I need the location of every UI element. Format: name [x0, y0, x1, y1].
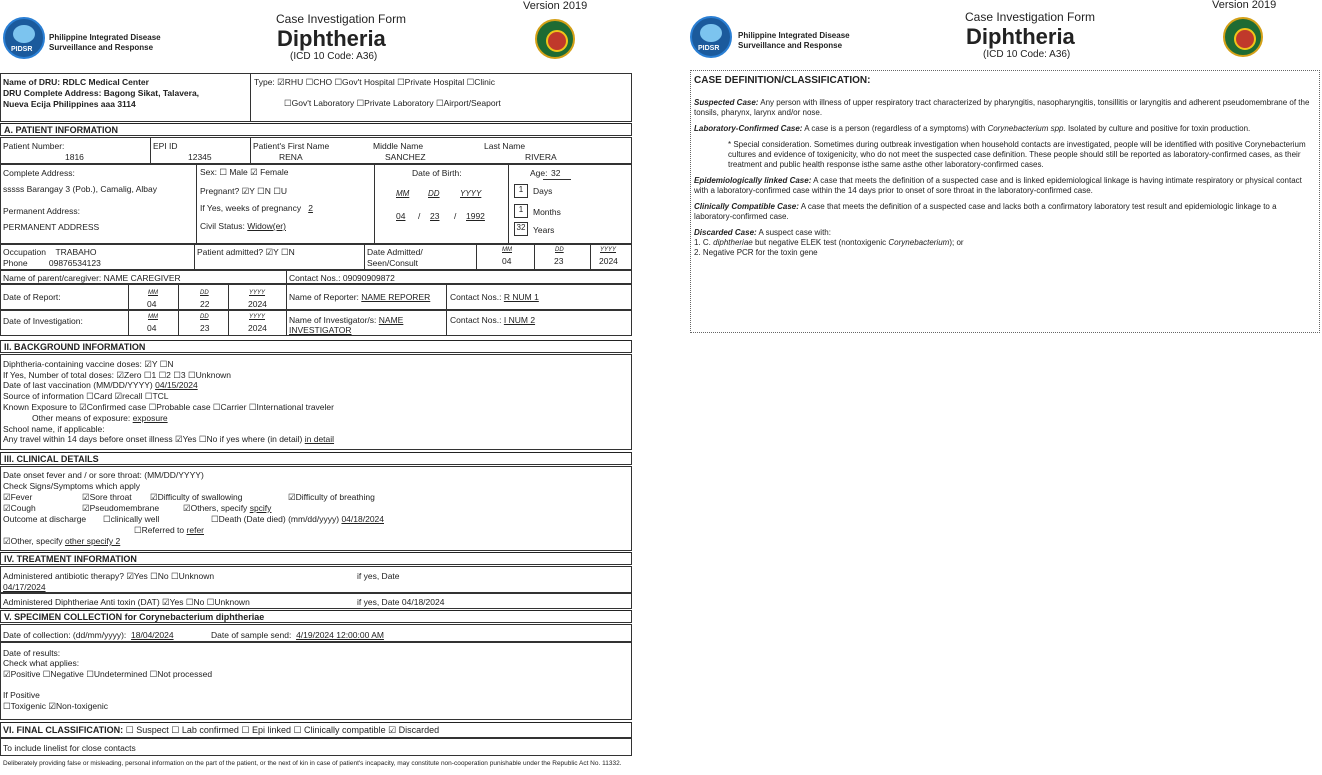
adm-mm: 04: [502, 256, 512, 266]
case-definition-title: CASE DEFINITION/CLASSIFICATION:: [694, 75, 871, 86]
address: sssss Barangay 3 (Pob.), Camalig, Albay: [3, 184, 158, 194]
case-definition-box: [690, 70, 1320, 333]
adm-yyyy-label: YYYY: [600, 247, 617, 253]
logo-text: PIDSR: [11, 46, 33, 53]
sex-field: Sex: ☐ Male ☑ Female: [200, 167, 289, 177]
age-months-box: 1: [514, 204, 528, 218]
travel: Any travel within 14 days before onset illness ☑Yes ☐No if yes where (in detail) in detail: [3, 434, 335, 444]
report-label: Date of Report:: [3, 292, 61, 302]
perm-address-label: Permanent Address:: [3, 206, 81, 216]
org-name-right-line1: Philippine Integrated Disease: [738, 31, 850, 40]
info-source: Source of information ☐Card ☑recall ☐TCL: [3, 391, 169, 401]
inv-mm-label: MM: [148, 314, 158, 320]
epi-linked-case: Epidemiologically linked Case: A case that meets the definition of a suspected case and is linked epidemiological linkage is having intimate respiratory or physical contact with a laboratory-confirmed case within the 14 days prior to onset of sore throat in the laboratory-confirmed case.: [694, 175, 1302, 195]
dru-address: DRU Complete Address: Bagong Sikat, Talavera,: [3, 88, 200, 98]
section-background: II. BACKGROUND INFORMATION: [0, 340, 632, 353]
investigation-label: Date of Investigation:: [3, 316, 83, 326]
inv-yyyy: 2024: [248, 323, 267, 333]
org-name-right-line2: Surveillance and Response: [738, 41, 843, 50]
dru-type-row1: Type: ☑RHU ☐CHO ☐Gov't Hospital ☐Private Hospital ☐Clinic: [254, 77, 495, 87]
section-patient-info: A. PATIENT INFORMATION: [0, 123, 632, 136]
symptom-swallowing: ☑Difficulty of swallowing: [150, 492, 243, 502]
age-years-label: Years: [533, 225, 555, 235]
disease-title: Diphtheria: [277, 26, 386, 51]
linelist-note: To include linelist for close contacts: [3, 743, 136, 753]
reporter-contact: Contact Nos.: R NUM 1: [450, 292, 539, 302]
admitted-field: Patient admitted? ☑Y ☐N: [197, 247, 295, 257]
discarded-case: Discarded Case: A suspect case with:: [694, 227, 831, 237]
disease-title-right: Diphtheria: [966, 24, 1075, 49]
perm-address: PERMANENT ADDRESS: [3, 222, 100, 232]
adm-dd-label: DD: [555, 247, 564, 253]
last-name: RIVERA: [525, 152, 557, 162]
dob-yyyy-label: YYYY: [460, 189, 482, 198]
weeks-pregnancy: If Yes, weeks of pregnancy 2: [200, 203, 313, 213]
inv-yyyy-label: YYYY: [249, 314, 266, 320]
address-label: Complete Address:: [3, 168, 75, 178]
inv-dd-label: DD: [200, 314, 209, 320]
symptom-sore-throat: ☑Sore throat: [82, 492, 132, 502]
toxigenic-options: ☐Toxigenic ☑Non-toxigenic: [3, 701, 109, 711]
age-days-box: 1: [514, 184, 528, 198]
inv-mm: 04: [147, 323, 157, 333]
civil-status: Civil Status: Widow(er): [200, 221, 286, 231]
pidsr-logo-right: [690, 16, 732, 58]
patient-number: 1816: [65, 152, 84, 162]
age-years-box: 32: [514, 222, 528, 236]
last-vaccination: Date of last vaccination (MM/DD/YYYY) 04/15/2024: [3, 380, 198, 390]
dob-dd-label: DD: [428, 189, 440, 198]
icd-code-right: (ICD 10 Code: A36): [983, 49, 1071, 60]
vaccine-doses: Diphtheria-containing vaccine doses: ☑Y ☐N: [3, 359, 174, 369]
phone: Phone 09876534123: [3, 258, 101, 268]
outcome-other: ☑Other, specify other specify 2: [3, 536, 121, 546]
check-applies: Check what applies:: [3, 658, 80, 668]
date-admitted-label2: Seen/Consult: [367, 258, 419, 268]
adm-yyyy: 2024: [599, 256, 618, 266]
rep-yyyy: 2024: [248, 299, 267, 309]
doh-seal: [535, 19, 575, 59]
doh-seal-right: [1223, 17, 1263, 57]
version-label: Version 2019: [523, 0, 588, 12]
dob-mm-label: MM: [396, 189, 410, 198]
age-months-label: Months: [533, 207, 561, 217]
collection-date: Date of collection: (dd/mm/yyyy): 18/04/2024: [3, 630, 174, 640]
adm-mm-label: MM: [502, 247, 512, 253]
antibiotic-field: Administered antibiotic therapy? ☑Yes ☐No ☐Unknown: [3, 571, 215, 581]
disclaimer: Deliberately providing false or misleading, personal information on the part of the patient, or the next of kin in case of patient's incapacity, may constitute non-cooperation punishable under the Republic Act No. 11332.: [3, 760, 622, 767]
symptom-breathing: ☑Difficulty of breathing: [288, 492, 375, 502]
discarded-criterion-1: 1. C. diphtheriae but negative ELEK test (nontoxigenic Corynebacterium); or: [694, 237, 964, 247]
date-admitted-label: Date Admitted/: [367, 247, 423, 257]
first-name: RENA: [279, 152, 303, 162]
dob-mm: 04: [396, 211, 406, 221]
age-days-label: Days: [533, 186, 553, 196]
dob-yyyy: 1992: [466, 211, 485, 221]
version-label-right: Version 2019: [1212, 0, 1277, 11]
epi-id: 12345: [188, 152, 212, 162]
onset-date: Date onset fever and / or sore throat: (MM/DD/YYYY): [3, 470, 204, 480]
parent-contact: Contact Nos.: 09090909872: [289, 273, 395, 283]
outcome-death: ☐Death (Date died) (mm/dd/yyyy) 04/18/2024: [211, 514, 384, 524]
lab-confirmed-case: Laboratory-Confirmed Case: A case is a person (regardless of a symptoms) with Corynebacterium spp. Isolated by culture and positive for toxin production.: [694, 123, 1251, 133]
first-name-label: Patient's First Name: [253, 141, 330, 151]
investigator-line2: INVESTIGATOR: [289, 325, 352, 335]
dob-sep1: /: [418, 211, 421, 221]
symptom-others: ☑Others, specify spcify: [183, 503, 272, 513]
dob-label: Date of Birth:: [412, 168, 462, 178]
org-name-line1: Philippine Integrated Disease: [49, 33, 161, 42]
symptom-pseudomembrane: ☑Pseudomembrane: [82, 503, 160, 513]
special-consideration: * Special consideration. Sometimes during outbreak investigation when household contacts are investigated, people will be identified with positive Corynebacterium cultures and evidence of toxigenicity, who do not meet the suspected case definition. These people should still be reported as laboratory-confirmed cases, as their treatment and public health response isthe same asthe other laboratory-confirmed cases.: [728, 139, 1306, 169]
investigator-contact: Contact Nos.: I NUM 2: [450, 315, 536, 325]
other-exposure: Other means of exposure: exposure: [32, 413, 168, 423]
rep-dd: 22: [200, 299, 210, 309]
result-options: ☑Positive ☐Negative ☐Undetermined ☐Not processed: [3, 669, 213, 679]
rep-yyyy-label: YYYY: [249, 290, 266, 296]
pregnant-field: Pregnant? ☑Y ☐N ☐U: [200, 186, 287, 196]
middle-name-label: Middle Name: [373, 141, 424, 151]
logo-text-right: PIDSR: [698, 45, 720, 52]
patient-number-label: Patient Number:: [3, 141, 65, 151]
outcome-well: ☐clinically well: [103, 514, 160, 524]
sample-send-date: Date of sample send: 4/19/2024 12:00:00 AM: [211, 630, 384, 640]
dat-field: Administered Diphtheriae Anti toxin (DAT) ☑Yes ☐No ☐Unknown: [3, 597, 250, 607]
age-label: Age:: [530, 168, 548, 178]
check-symptoms: Check Signs/Symptoms which apply: [3, 481, 141, 491]
form-title: Case Investigation Form: [276, 12, 407, 26]
dob-sep2: /: [454, 211, 457, 221]
clinically-compatible-case: Clinically Compatible Case: A case that meets the definition of a suspected case and lacks both a confirmatory laboratory test result and epidemiologic linkage to a laboratory-confirmed case.: [694, 201, 1277, 221]
age-value: 32: [551, 168, 561, 178]
section-specimen: V. SPECIMEN COLLECTION for Corynebacterium diphtheriae: [0, 610, 632, 623]
discarded-criterion-2: 2. Negative PCR for the toxin gene: [694, 247, 818, 257]
known-exposure: Known Exposure to ☑Confirmed case ☐Probable case ☐Carrier ☐International traveler: [3, 402, 334, 412]
occupation: Occupation TRABAHO: [3, 247, 97, 257]
section-treatment: IV. TREATMENT INFORMATION: [0, 552, 632, 565]
symptom-cough: ☑Cough: [3, 503, 36, 513]
rep-mm-label: MM: [148, 290, 158, 296]
dru-type-row2: ☐Gov't Laboratory ☐Private Laboratory ☐Airport/Seaport: [284, 98, 501, 108]
if-positive: If Positive: [3, 690, 40, 700]
final-classification: VI. FINAL CLASSIFICATION: ☐ Suspect ☐ Lab confirmed ☐ Epi linked ☐ Clinically compatible ☑ Discarded: [3, 725, 440, 735]
total-doses: If Yes, Number of total doses: ☑Zero ☐1 ☐2 ☐3 ☐Unknown: [3, 370, 232, 380]
dob-dd: 23: [430, 211, 440, 221]
antibiotic-date: 04/17/2024: [3, 582, 46, 592]
section-clinical: III. CLINICAL DETAILS: [0, 452, 632, 465]
adm-dd: 23: [554, 256, 564, 266]
parent: Name of parent/caregiver: NAME CAREGIVER: [3, 273, 181, 283]
reporter: Name of Reporter: NAME REPORER: [289, 292, 431, 302]
dru-address-line2: Nueva Ecija Philippines aaa 3114: [3, 99, 136, 109]
dat-date: if yes, Date 04/18/2024: [357, 597, 445, 607]
epi-id-label: EPI ID: [153, 141, 178, 151]
suspected-case: Suspected Case: Any person with illness of upper respiratory tract characterized by pharyngitis, nasopharyngitis, tonsillitis or laryngitis and adherent pseudomembrane of the tonsils, pharynx, larynx and/or nose.: [694, 97, 1310, 117]
outcome-label: Outcome at discharge: [3, 514, 87, 524]
school-name: School name, if applicable:: [3, 424, 105, 434]
last-name-label: Last Name: [484, 141, 526, 151]
pidsr-logo: [3, 17, 45, 59]
outcome-referred: ☐Referred to refer: [134, 525, 205, 535]
rep-mm: 04: [147, 299, 157, 309]
results-date: Date of results:: [3, 648, 61, 658]
middle-name: SANCHEZ: [385, 152, 426, 162]
org-name-line2: Surveillance and Response: [49, 43, 154, 52]
antibiotic-date-label: if yes, Date: [357, 571, 400, 581]
rep-dd-label: DD: [200, 290, 209, 296]
investigator: Name of Investigator/s: NAME: [289, 315, 404, 325]
form-title-right: Case Investigation Form: [965, 10, 1096, 24]
dru-name: Name of DRU: RDLC Medical Center: [3, 77, 149, 87]
icd-code: (ICD 10 Code: A36): [290, 51, 378, 62]
symptom-fever: ☑Fever: [3, 492, 33, 502]
inv-dd: 23: [200, 323, 210, 333]
